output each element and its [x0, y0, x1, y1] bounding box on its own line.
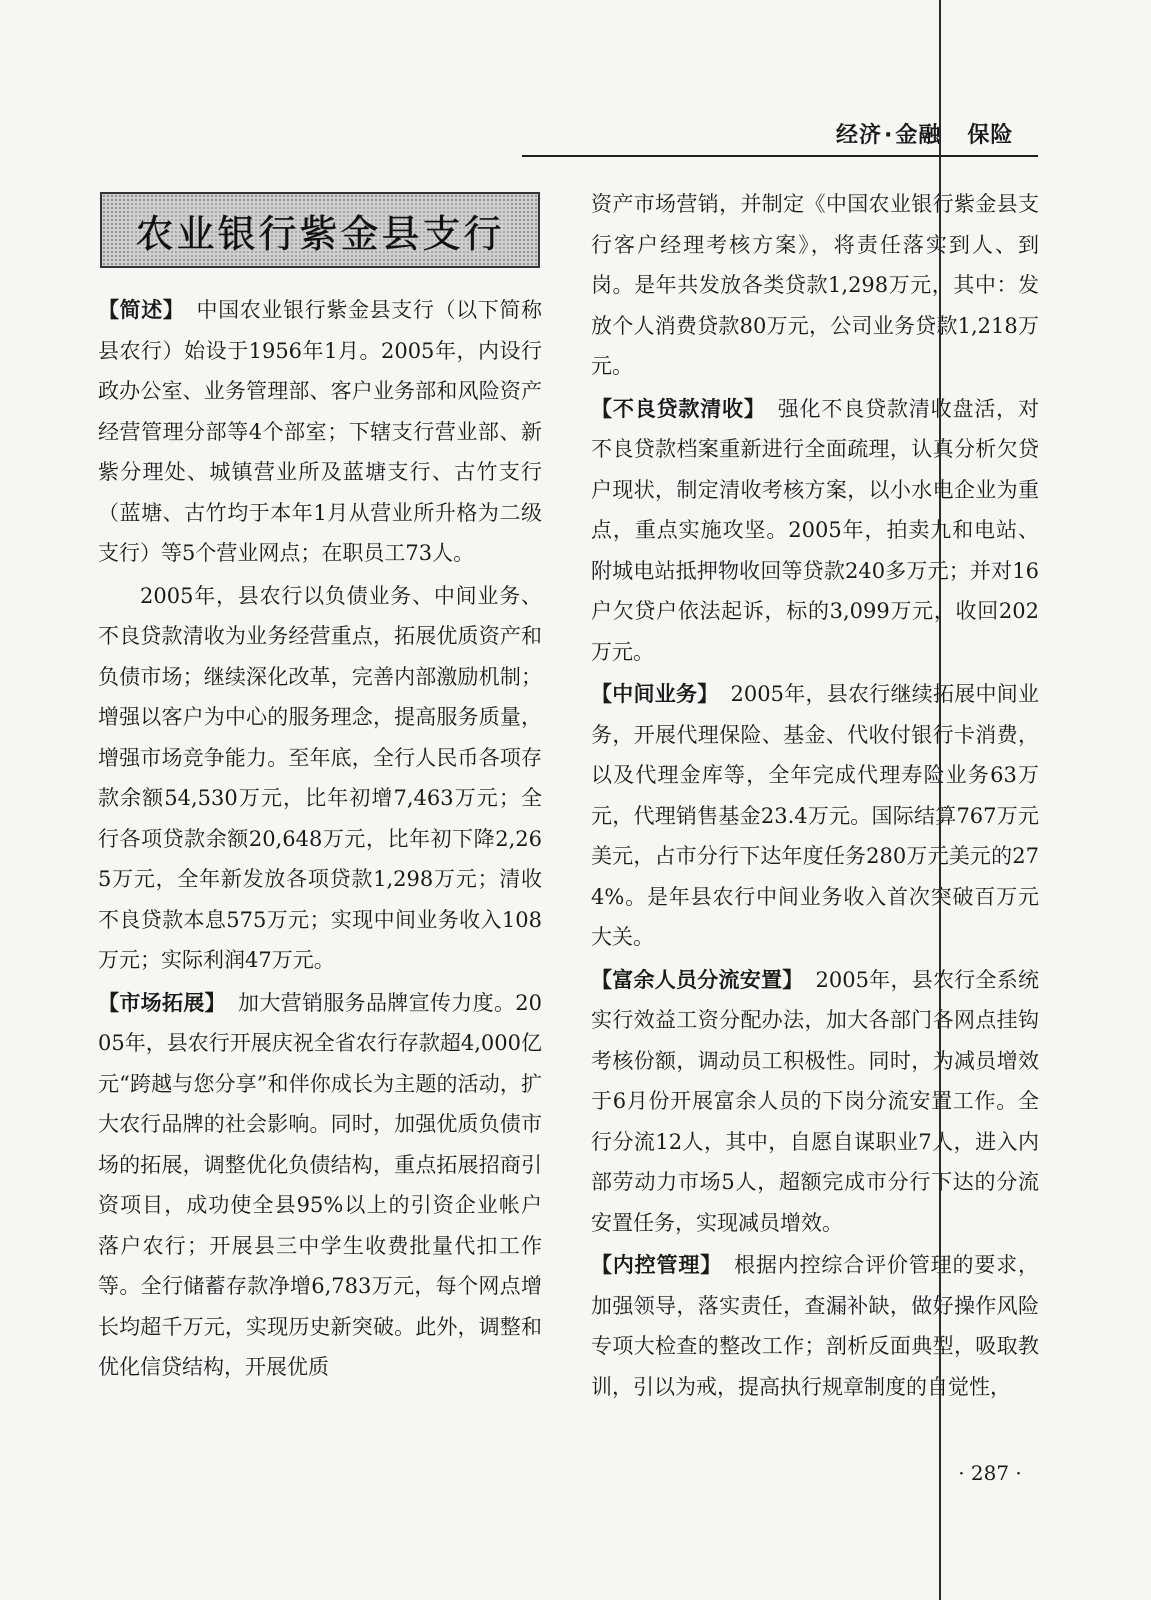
paragraph-text: 中国农业银行紫金县支行（以下简称县农行）始设于1956年1月。2005年，内设行政办公室、业务管理部、客户业务部和风险资产经营管理分部等4个部室；下辖支行营业部、新紫分理处、城镇营业所及蓝塘支行、古竹支行（蓝塘、古竹均于本年1月从营业所升格为二级支行）等5个营业网点；在职员工73人。 [98, 298, 543, 565]
paragraph-summary [98, 576, 542, 981]
paragraph-market-continued [591, 184, 1039, 387]
paragraph-intermediary-business [591, 674, 1039, 958]
paragraph-market-expansion [98, 983, 542, 1388]
paragraph-text: 2005年，县农行继续拓展中间业务，开展代理保险、基金、代收付银行卡消费，以及代理金库等，全年完成代理寿险业务63万元，代理销售基金23.4万元。国际结算767万元美元，占市分行下达年度任务280万元美元的274%。是年县农行中间业务收入首次突破百万元大关。 [591, 682, 1039, 949]
article-title-box [100, 192, 540, 268]
paragraph-text: 加大营销服务品牌宣传力度。2005年，县农行开展庆祝全省农行存款超4,000亿元“跨越与您分享”和伴你成长为主题的活动，扩大农行品牌的社会影响。同时，加强优质负债市场的拓展，调整优化负债结构，重点拓展招商引资项目，成功使全县95%以上的引资企业帐户落户农行；开展县三中学生收费批量代扣工作等。全行储蓄存款净增6,783万元，每个网点增长均超千万元，实现历史新突破。此外，调整和优化信贷结构，开展优质 [98, 990, 542, 1379]
paragraph-overview [98, 290, 542, 574]
paragraph-internal-control [591, 1245, 1039, 1407]
section-heading-intermediary-business: 【中间业务】 [591, 682, 719, 706]
running-header-insurance: 保险 [967, 123, 1014, 148]
running-header [836, 118, 1036, 152]
header-rule [522, 155, 1038, 157]
section-heading-internal-control: 【内控管理】 [591, 1253, 723, 1277]
section-heading-overview: 【简述】 [98, 298, 185, 322]
section-heading-bad-loan-recovery: 【不良贷款清收】 [591, 396, 766, 421]
running-header-dot: · [884, 123, 894, 148]
article-title: 农业银行紫金县支行 [131, 203, 508, 258]
paragraph-text: 2005年，县农行以负债业务、中间业务、不良贷款清收为业务经营重点，拓展优质资产和负债市场；继续深化改革，完善内部激励机制；增强以客户为中心的服务理念，提高服务质量，增强市场竞争能力。至年底，全行人民币各项存款余额54,530万元，比年初增7,463万元；全行各项贷款余额20,648万元，比年初下降2,265万元，全年新发放各项贷款1,298万元；清收不良贷款本息575万元；实现中间业务收入108万元；实际利润47万元。 [98, 583, 542, 972]
paragraph-text: 2005年，县农行全系统实行效益工资分配办法，加大各部门各网点挂钩考核份额，调动员工积极性。同时，为减员增效于6月份开展富余人员的下岗分流安置工作。全行分流12人，其中，自愿自谋职业7人，进入内部劳动力市场5人，超额完成市分行下达的分流安置任务，实现减员增效。 [591, 967, 1039, 1235]
section-heading-staff-redeployment: 【富余人员分流安置】 [591, 967, 804, 992]
paragraph-text: 资产市场营销，并制定《中国农业银行紫金县支行客户经理考核方案》，将责任落实到人、到岗。是年共发放各类贷款1,298万元，其中：发放个人消费贷款80万元，公司业务贷款1,218万元。 [591, 192, 1039, 378]
running-header-economy: 经济 [836, 123, 883, 148]
section-heading-market-expansion: 【市场拓展】 [98, 990, 226, 1015]
left-column [98, 290, 542, 1390]
right-column [591, 184, 1039, 1409]
paragraph-bad-loan-recovery [591, 389, 1039, 673]
paragraph-text: 根据内控综合评价管理的要求，加强领导，落实责任，查漏补缺，做好操作风险专项大检查的整改工作；剖析反面典型，吸取教训，引以为戒，提高执行规章制度的自觉性， [591, 1253, 1040, 1399]
paragraph-staff-redeployment [591, 960, 1039, 1244]
paragraph-text: 强化不良贷款清收盘活，对不良贷款档案重新进行全面疏理，认真分析欠贷户现状，制定清收考核方案，以小水电企业为重点，重点实施攻坚。2005年，拍卖九和电站、附城电站抵押物收回等贷款240多万元；并对16户欠贷户依法起诉，标的3,099万元，收回202万元。 [591, 396, 1040, 664]
scan-crease-line [939, 0, 941, 1600]
page-number: · 287 · [958, 1461, 1022, 1485]
running-header-finance: 金融 [895, 123, 942, 148]
